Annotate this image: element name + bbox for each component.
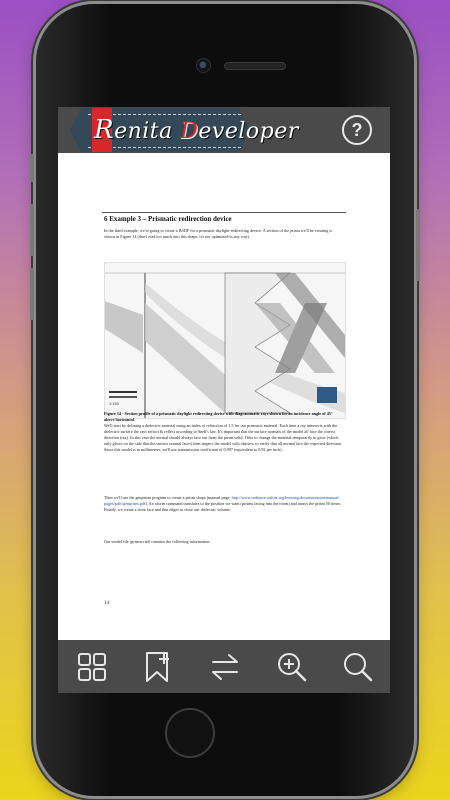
grid-icon (77, 652, 107, 682)
paragraph-genprism-tail: ). An xform command translates to the position we want (prisms facing into the room) and arrays the prism 50 times. Finally, we create a front face and thin edges to close our dielectric volume. (104, 501, 342, 512)
zoom-in-icon (276, 651, 308, 683)
genprism-manual-link[interactable]: http://www.radiance-online.org/learning/documentation/manual-pages/pdfs/genprism.pdf (104, 495, 340, 506)
swap-arrows-icon (209, 652, 241, 682)
brand-initial-d: D (180, 119, 199, 144)
swap-pages-button[interactable] (205, 650, 245, 684)
ray-band-left (105, 301, 143, 353)
add-bookmark-button[interactable] (137, 650, 177, 684)
scale-bar-2 (109, 396, 137, 398)
brand-word-developer: eveloper (198, 119, 299, 144)
paragraph-material: We'll start by defining a dielectric material using an index of refraction of 1.5 for our prismatic material. Each time a ray intersects with the dielectric surface the rays refract & reflect according to Snell's law. It's important that the surface normals of the model all face the correct direction (out). In this case the normal should always face out from the prism solid. I like to change the material temporarily to glow (which only glows on the side that the surface normal faces) then inspect the model with objview to verify that all normal face the expected direction. Since this model is in millimeters, we'll use transmission coefficient of 0.997 (equivalent to 0.92 per inch). (104, 423, 343, 452)
figure-14-prism-diagram (104, 262, 346, 419)
paragraph-model-file: Our model file (prisms.rad) contains the following information: (104, 539, 211, 544)
page-number: 14 (104, 601, 109, 606)
brand-word-renita: enita (114, 119, 181, 144)
search-icon (342, 651, 374, 683)
zoom-in-button[interactable] (272, 650, 312, 684)
bottom-toolbar (58, 640, 390, 693)
add-bookmark-icon (142, 651, 172, 683)
pdf-page[interactable] (58, 153, 390, 640)
prism-diagram-graphic (105, 263, 345, 418)
brand-initial-r: R (94, 115, 115, 145)
paragraph-genprism-lead: Then we'll use the genprism program to create a prism shape (manual page: (104, 495, 232, 500)
intro-paragraph: In the third example, we're going to create a BSDF for a prismatic daylight-redirecting device. A section of the prism we'll be creating is shown in Figure 14 (don't read too much into this shape, it's not optimized in any way). (104, 228, 333, 239)
figure-caption: Figure 14 - Section profile of a prismatic daylight redirecting device with diagrammatic rays shown for an incidence angle of 45° above horizontal. (104, 411, 333, 422)
mute-switch (30, 154, 34, 182)
thumbnails-button[interactable] (72, 650, 112, 684)
app-screen (58, 107, 390, 693)
scale-bar (109, 391, 137, 393)
paragraph-genprism (104, 495, 344, 513)
front-camera (196, 58, 211, 73)
prism-profile (225, 273, 290, 413)
heading-rule (102, 212, 346, 213)
brand-logo-text (94, 115, 299, 145)
logo-mark (317, 387, 337, 403)
app-header (58, 107, 390, 153)
section-heading: 6 Example 3 – Prismatic redirection device (104, 215, 232, 223)
home-button[interactable] (165, 708, 215, 758)
volume-down-button (30, 268, 34, 320)
help-button[interactable]: ? (342, 115, 372, 145)
search-button[interactable] (338, 650, 378, 684)
volume-up-button (30, 204, 34, 256)
figure-scale-label: 1:150 (109, 401, 120, 406)
earpiece-speaker (224, 62, 286, 70)
power-button (416, 209, 420, 281)
